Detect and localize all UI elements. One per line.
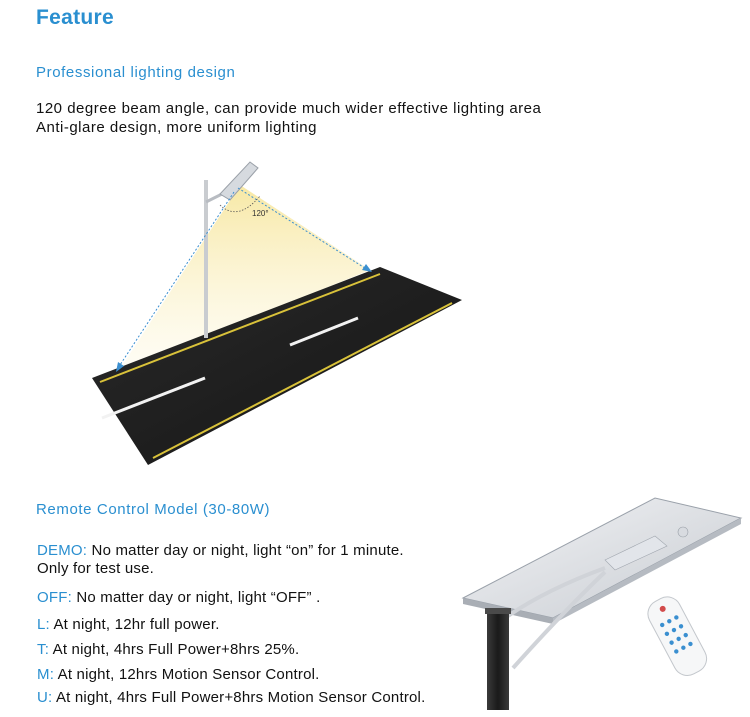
mode-text: No matter day or night, light “OFF” . xyxy=(71,589,321,606)
mode-l xyxy=(37,616,220,633)
mode-u xyxy=(37,689,425,706)
mode-key: DEMO: xyxy=(37,542,88,559)
mode-text: At night, 12hrs Motion Sensor Control. xyxy=(54,666,320,683)
lamp-body xyxy=(463,498,741,618)
remote-heading: Remote Control Model (30-80W) xyxy=(36,501,271,518)
mode-text: No matter day or night, light “on” for 1 minute. xyxy=(87,542,404,559)
mode-off xyxy=(37,589,320,606)
feature-title: Feature xyxy=(36,6,114,29)
mode-key: M: xyxy=(37,666,55,683)
lighting-line-2: Anti-glare design, more uniform lighting xyxy=(36,119,317,136)
remote-control-icon xyxy=(643,592,712,680)
mode-t xyxy=(37,641,299,658)
mode-text: At night, 4hrs Full Power+8hrs Motion Sensor Control. xyxy=(52,689,426,706)
lighting-heading: Professional lighting design xyxy=(36,64,236,81)
mode-demo-extra: Only for test use. xyxy=(37,560,154,577)
angle-label: 120° xyxy=(252,209,269,218)
street-lighting-illustration xyxy=(80,150,480,470)
mode-key: U: xyxy=(37,689,53,706)
solar-street-light-product xyxy=(455,490,745,710)
light-pole xyxy=(204,180,208,338)
mode-m xyxy=(37,666,320,683)
mode-key: T: xyxy=(37,641,50,658)
sensor-icon xyxy=(678,527,688,537)
pole xyxy=(487,610,509,710)
mode-key: L: xyxy=(37,616,50,633)
lighting-line-1: 120 degree beam angle, can provide much wider effective lighting area xyxy=(36,100,542,117)
mode-text: At night, 12hr full power. xyxy=(49,616,220,633)
mode-text: At night, 4hrs Full Power+8hrs 25%. xyxy=(49,641,300,658)
mode-demo xyxy=(37,542,404,559)
pole-clamp xyxy=(485,608,511,614)
mode-key: OFF: xyxy=(37,589,72,606)
